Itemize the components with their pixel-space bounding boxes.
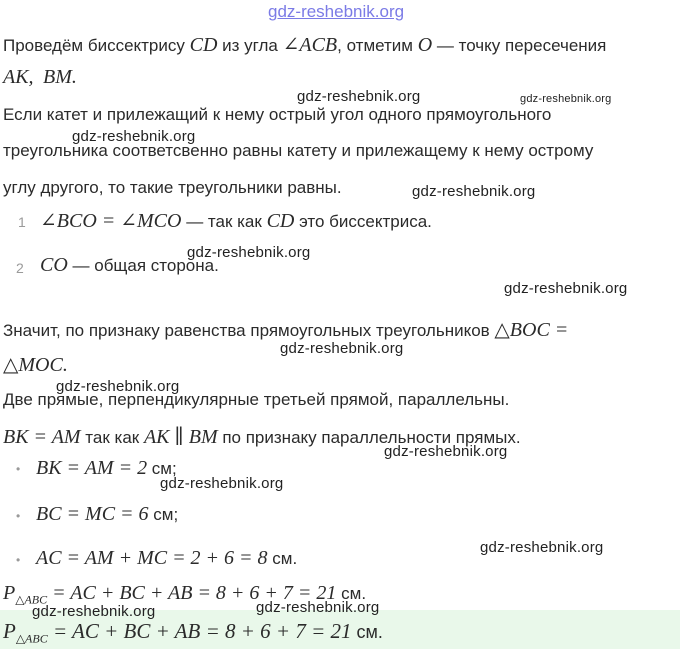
math: AK ∥ BM: [143, 426, 218, 448]
math: CD: [189, 34, 218, 56]
text: по признаку параллельности прямых.: [217, 428, 521, 447]
bullet-icon: •: [16, 509, 21, 523]
watermark: gdz-reshebnik.org: [480, 539, 604, 556]
text-line-3: Если катет и прилежащий к нему острый угол одного прямоугольного: [3, 105, 552, 124]
math: △BOC =: [494, 319, 569, 341]
bullet-icon: •: [16, 462, 21, 476]
math: BC = MC = 6: [36, 503, 149, 525]
math-subscript: △ABC: [15, 631, 48, 646]
text-line-1: [3, 32, 606, 57]
text-line-5: углу другого, то такие треугольники равны.: [3, 178, 342, 197]
list-item: [40, 208, 432, 233]
bullet-item: [36, 457, 177, 480]
text: см.: [336, 584, 367, 603]
watermark: gdz-reshebnik.org: [187, 244, 311, 261]
math: BM.: [43, 66, 77, 88]
watermark: gdz-reshebnik.org: [504, 280, 628, 297]
math-subscript: △ABC: [15, 592, 48, 607]
top-watermark-link[interactable]: gdz-reshebnik.org: [268, 2, 405, 21]
math: △MOC.: [3, 354, 68, 376]
text: — точку пересечения: [432, 36, 607, 55]
math: P: [3, 619, 16, 643]
math: P: [3, 582, 16, 604]
perimeter-answer-line: [3, 619, 383, 646]
list-number: 2: [16, 260, 24, 276]
math: = AC + BC + AB = 8 + 6 + 7 = 21: [47, 619, 352, 643]
bullet-item: [36, 503, 178, 526]
watermark: gdz-reshebnik.org: [72, 128, 196, 145]
watermark: gdz-reshebnik.org: [297, 88, 421, 105]
watermark: gdz-reshebnik.org: [412, 183, 536, 200]
list-number: 1: [18, 214, 26, 230]
text-line-8: Две прямые, перпендикулярные третьей прямой, параллельны.: [3, 390, 510, 409]
math: ∠ACB: [282, 34, 338, 56]
text: см;: [148, 505, 179, 524]
text-line-7: [3, 352, 68, 377]
text-line-2: [3, 66, 77, 89]
math: AC = AM + MC = 2 + 6 = 8: [36, 547, 268, 569]
text: см;: [147, 459, 177, 478]
math: ∠BCO = ∠MCO: [40, 210, 182, 232]
text-line-6: [3, 317, 568, 342]
watermark: gdz-reshebnik.org: [520, 93, 612, 105]
bullet-icon: •: [16, 553, 21, 567]
watermark: gdz-reshebnik.org: [32, 603, 156, 620]
text: из угла: [217, 36, 283, 55]
text: Значит, по признаку равенства прямоугольных треугольников: [3, 321, 495, 340]
text: это биссектриса.: [294, 212, 432, 231]
text: см.: [267, 549, 298, 568]
text: — общая сторона.: [67, 256, 219, 275]
math: BK = AM: [3, 426, 81, 448]
math: = AC + BC + AB = 8 + 6 + 7 = 21: [47, 582, 337, 604]
text-line-4: треугольника соответсвенно равны катету и прилежащему к нему острому: [3, 141, 594, 160]
watermark: gdz-reshebnik.org: [56, 378, 180, 395]
math: O: [417, 34, 433, 56]
text: так как: [80, 428, 144, 447]
text: см.: [351, 622, 383, 642]
watermark: gdz-reshebnik.org: [280, 340, 404, 357]
bullet-item: [36, 547, 297, 570]
text: , отметим: [337, 36, 418, 55]
math: AK,: [3, 66, 34, 88]
text: Проведём биссектрису: [3, 36, 190, 55]
watermark: gdz-reshebnik.org: [256, 599, 380, 616]
math: BK = AM = 2: [36, 457, 148, 479]
math: CD: [266, 210, 295, 232]
math: CO: [40, 254, 68, 276]
watermark: gdz-reshebnik.org: [384, 443, 508, 460]
text: — так как: [181, 212, 267, 231]
watermark: gdz-reshebnik.org: [160, 475, 284, 492]
